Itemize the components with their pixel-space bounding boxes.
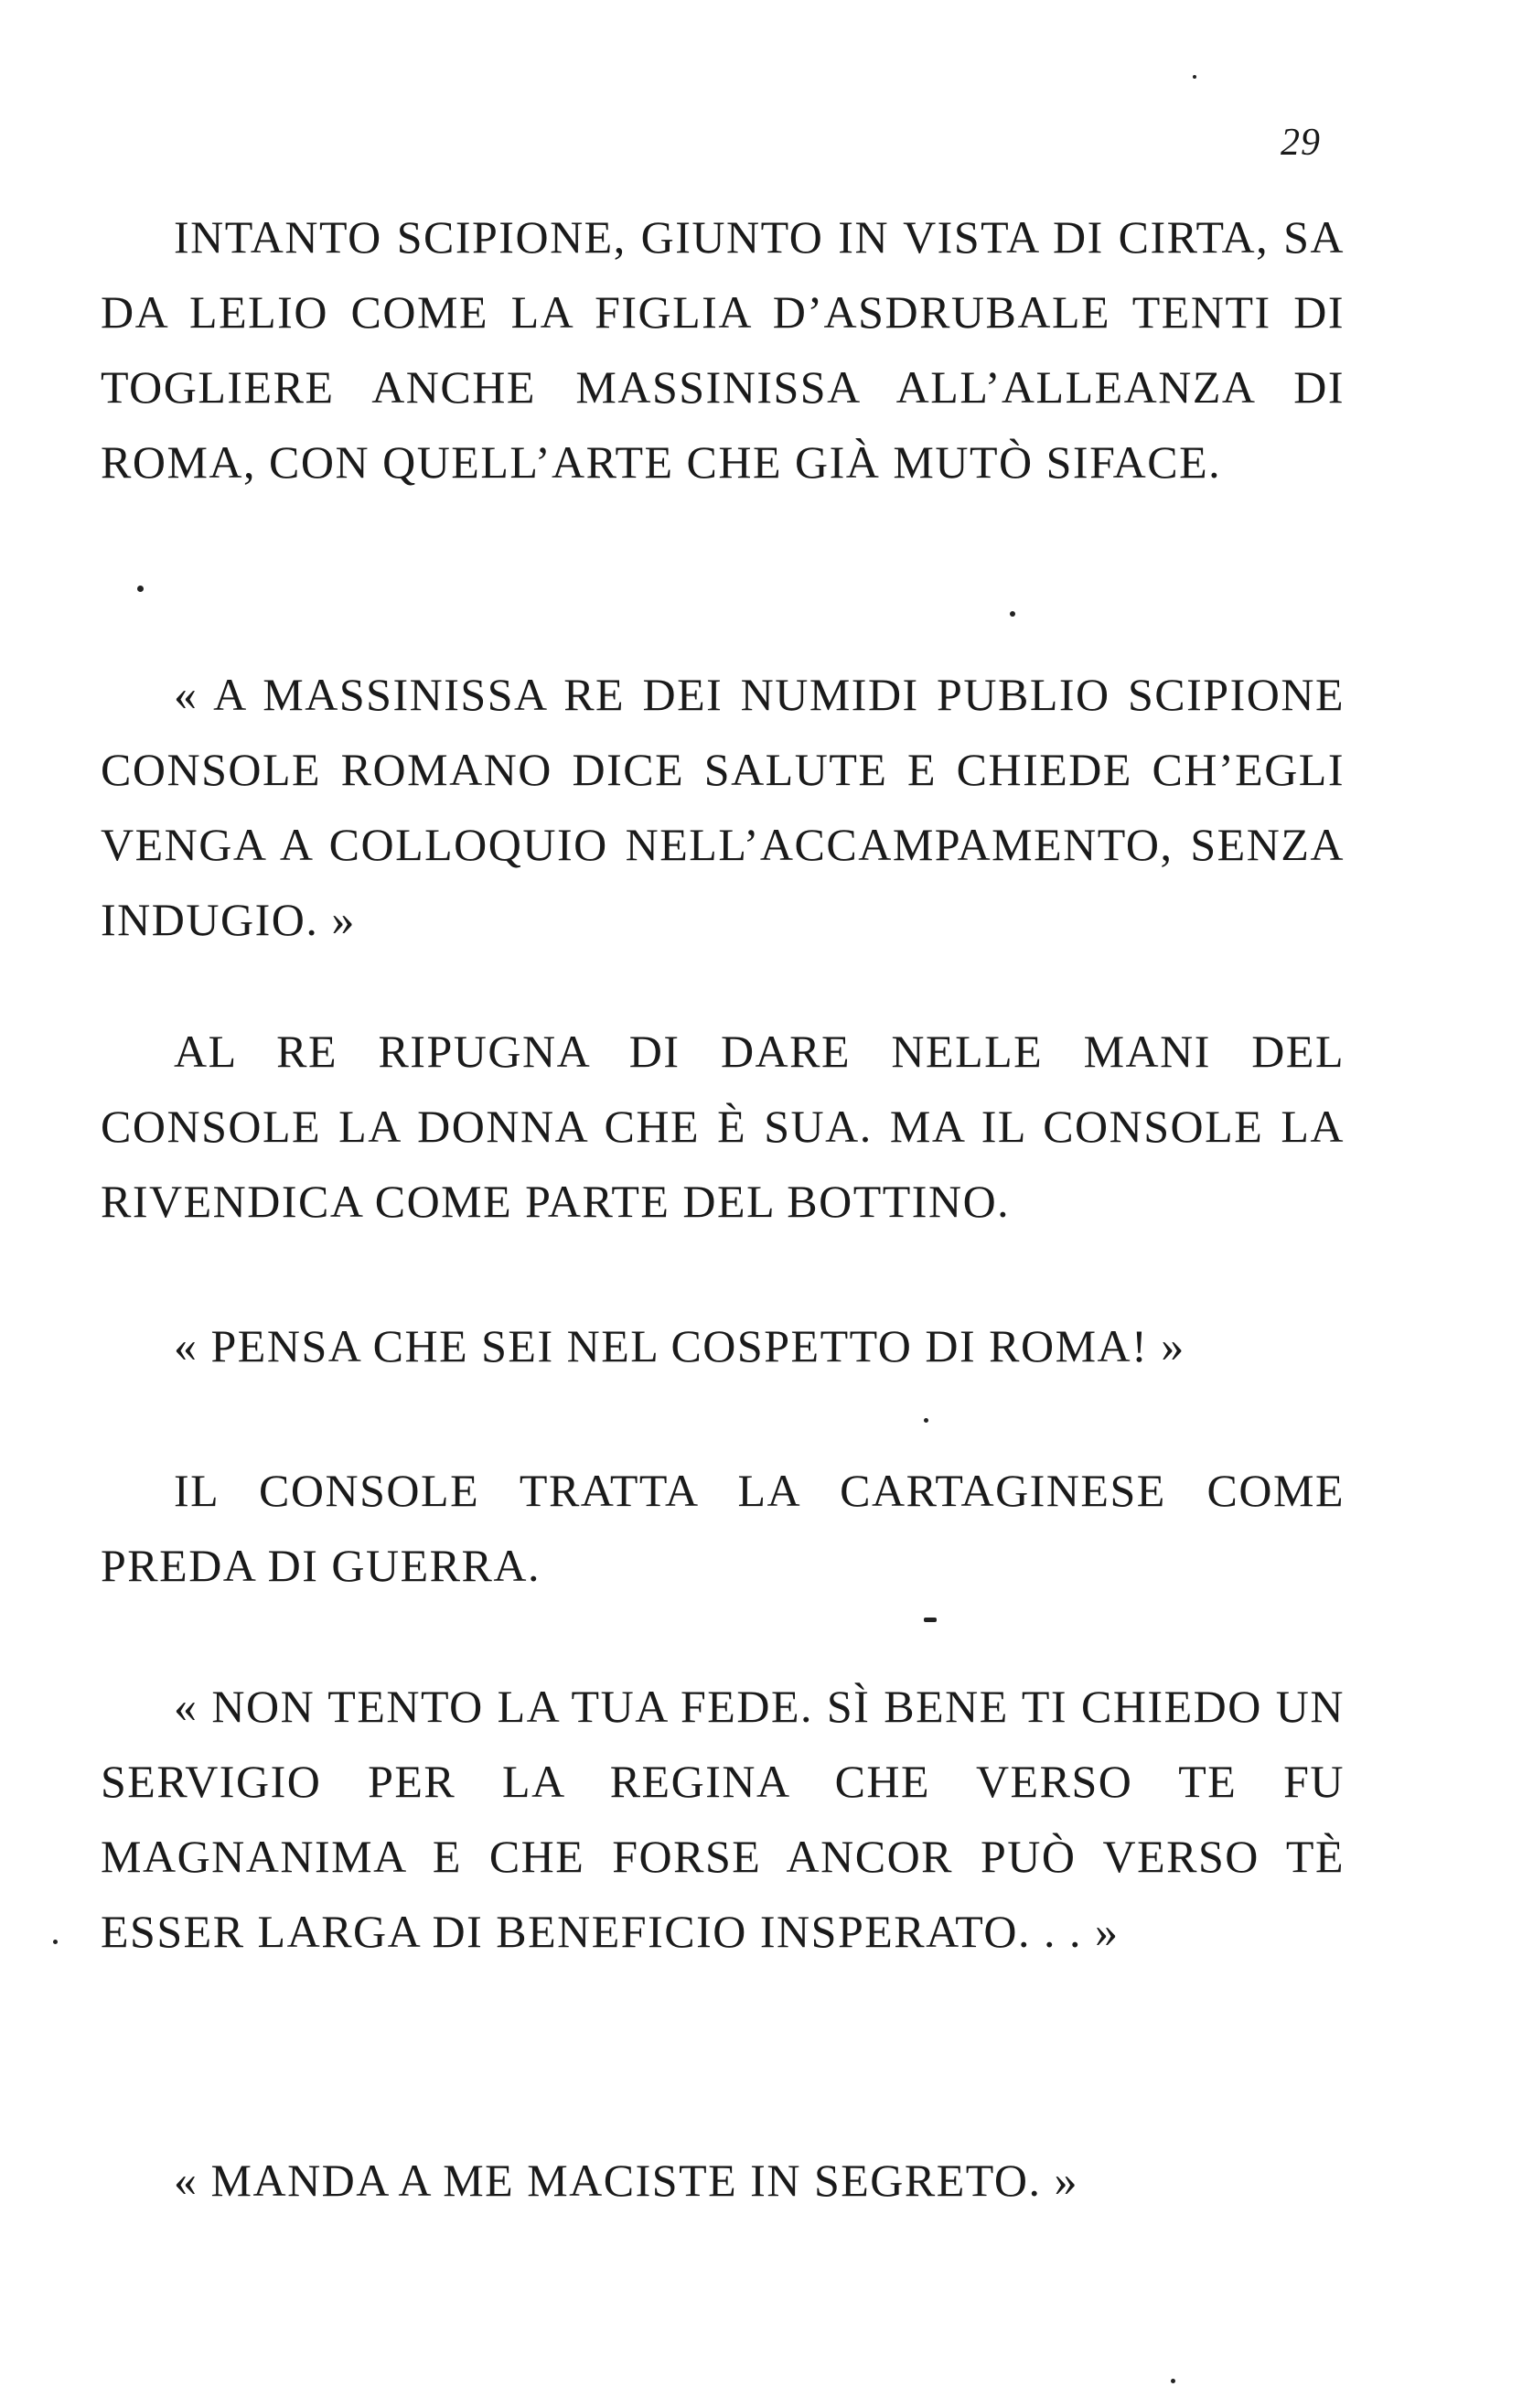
print-speck [1010, 611, 1015, 617]
paragraph-scipione-cirta: INTANTO SCIPIONE, GIUNTO IN VISTA DI CIRTA, SA DA LELIO COME LA FIGLIA D’ASDRUBALE TENTI DI TOGLIERE ANCHE MASSINISSA ALL’ALLEANZA DI ROMA, CON QUELL’ARTE CHE GIÀ MUTÒ SIFACE. [101, 211, 1345, 488]
print-speck [1171, 2379, 1175, 2383]
print-speck [137, 586, 144, 592]
paragraph-servigio-regina: « NON TENTO LA TUA FEDE. SÌ BENE TI CHIEDO UN SERVIGIO PER LA REGINA CHE VERSO TE FU MAGNANIMA E CHE FORSE ANCOR PUÒ VERSO TÈ ESSER LARGA DI BENEFICIO INSPERATO. . . » [101, 1681, 1345, 1957]
paragraph-cospetto-roma: « PENSA CHE SEI NEL COSPETTO DI ROMA! » [174, 1320, 1185, 1371]
print-speck [924, 1618, 937, 1622]
paragraph-preda-guerra: IL CONSOLE TRATTA LA CARTAGINESE COME PREDA DI GUERRA. [101, 1465, 1345, 1591]
paragraph-maciste-segreto: « MANDA A ME MACISTE IN SEGRETO. » [174, 2155, 1079, 2206]
page-number: 29 [1281, 122, 1321, 164]
print-speck [924, 1418, 928, 1423]
paragraph-letter-massinissa: « A MASSINISSA RE DEI NUMIDI PUBLIO SCIPIONE CONSOLE ROMANO DICE SALUTE E CHIEDE CH’EGLI VENGA A COLLOQUIO NELL’ACCAMPAMENTO, SENZA INDUGIO. » [101, 669, 1345, 945]
print-speck [53, 1940, 58, 1944]
print-speck [1193, 75, 1196, 79]
paragraph-king-repugnance: AL RE RIPUGNA DI DARE NELLE MANI DEL CONSOLE LA DONNA CHE È SUA. MA IL CONSOLE LA RIVENDICA COME PARTE DEL BOTTINO. [101, 1026, 1345, 1227]
